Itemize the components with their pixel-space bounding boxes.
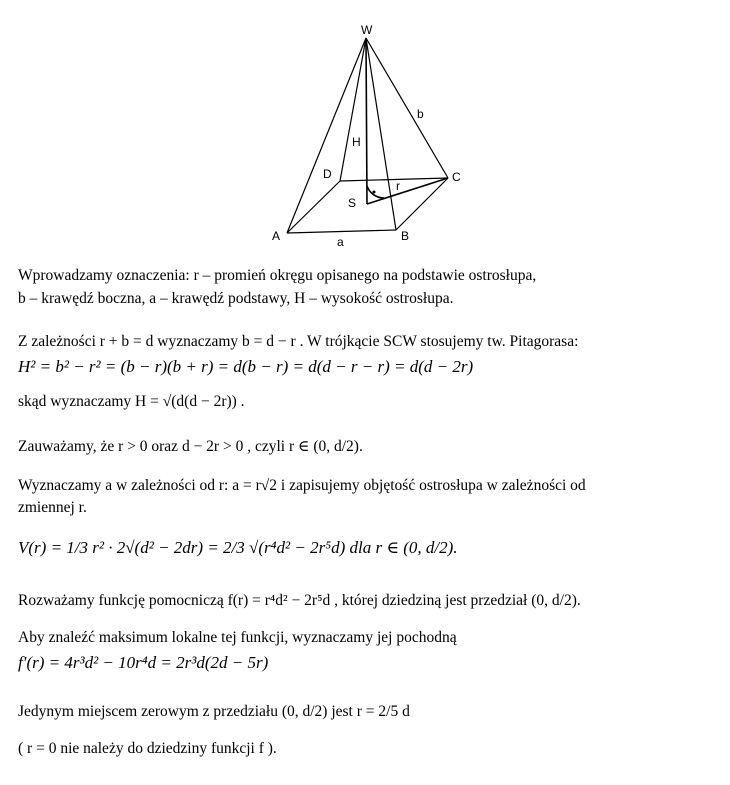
edge-WB xyxy=(366,38,396,230)
label-b: b xyxy=(417,107,424,121)
derivative-intro-line: Aby znaleźć maksimum lokalne tej funkcji, wyznaczamy jej pochodną xyxy=(18,629,457,646)
intro-line-1: Wprowadzamy oznaczenia: r – promień okręgu opisanego na podstawie ostrosłupa, xyxy=(18,267,537,284)
label-W: W xyxy=(361,23,373,37)
label-A: A xyxy=(272,229,281,243)
edge-DA xyxy=(287,181,340,233)
right-angle-dot xyxy=(373,191,376,194)
pythagoras-equation: H² = b² − r² = (b − r)(b + r) = d(b − r) = d(d − r − r) = d(d − 2r) xyxy=(18,357,474,376)
domain-condition-line: Zauważamy, że r > 0 oraz d − 2r > 0 , czyli r ∈ (0, d/2). xyxy=(18,438,363,455)
domain-note-line: ( r = 0 nie należy do dziedziny funkcji f ). xyxy=(18,740,277,757)
intro-line-2: b – krawędź boczna, a – krawędź podstawy, H – wysokość ostrosłupa. xyxy=(18,290,454,307)
label-B: B xyxy=(401,229,410,243)
height-WS xyxy=(366,38,367,204)
label-D: D xyxy=(323,167,332,181)
label-H: H xyxy=(352,135,361,149)
label-r: r xyxy=(396,179,400,193)
edge-WD xyxy=(340,38,366,181)
edge-a-line-2: zmiennej r. xyxy=(18,499,87,516)
volume-equation: V(r) = 1/3 r² · 2√(d² − 2dr) = 2/3 √(r⁴d² − 2r⁵d) dla r ∈ (0, d/2). xyxy=(18,538,458,557)
height-formula-line: skąd wyznaczamy H = √(d(d − 2r)) . xyxy=(18,393,245,410)
relation-line: Z zależności r + b = d wyznaczamy b = d − r . W trójkącie SCW stosujemy tw. Pitagorasa: xyxy=(18,333,579,350)
label-C: C xyxy=(452,170,461,184)
helper-function-line: Rozważamy funkcję pomocniczą f(r) = r⁴d² − 2r⁵d , której dziedziną jest przedział (0, d/2). xyxy=(18,592,581,609)
edge-AB xyxy=(287,230,396,233)
pyramid-figure xyxy=(0,0,730,255)
label-a: a xyxy=(337,235,344,249)
zero-point-line: Jedynym miejscem zerowym z przedziału (0, d/2) jest r = 2/5 d xyxy=(18,703,410,720)
edge-CD xyxy=(340,178,448,181)
edge-a-line-1: Wyznaczamy a w zależności od r: a = r√2 i zapisujemy objętość ostrosłupa w zależności od xyxy=(18,477,586,494)
label-S: S xyxy=(348,196,357,210)
edge-WC xyxy=(366,38,448,178)
radius-SC xyxy=(367,178,448,204)
derivative-equation: f′(r) = 4r³d² − 10r⁴d = 2r³d(2d − 5r) xyxy=(18,653,269,672)
